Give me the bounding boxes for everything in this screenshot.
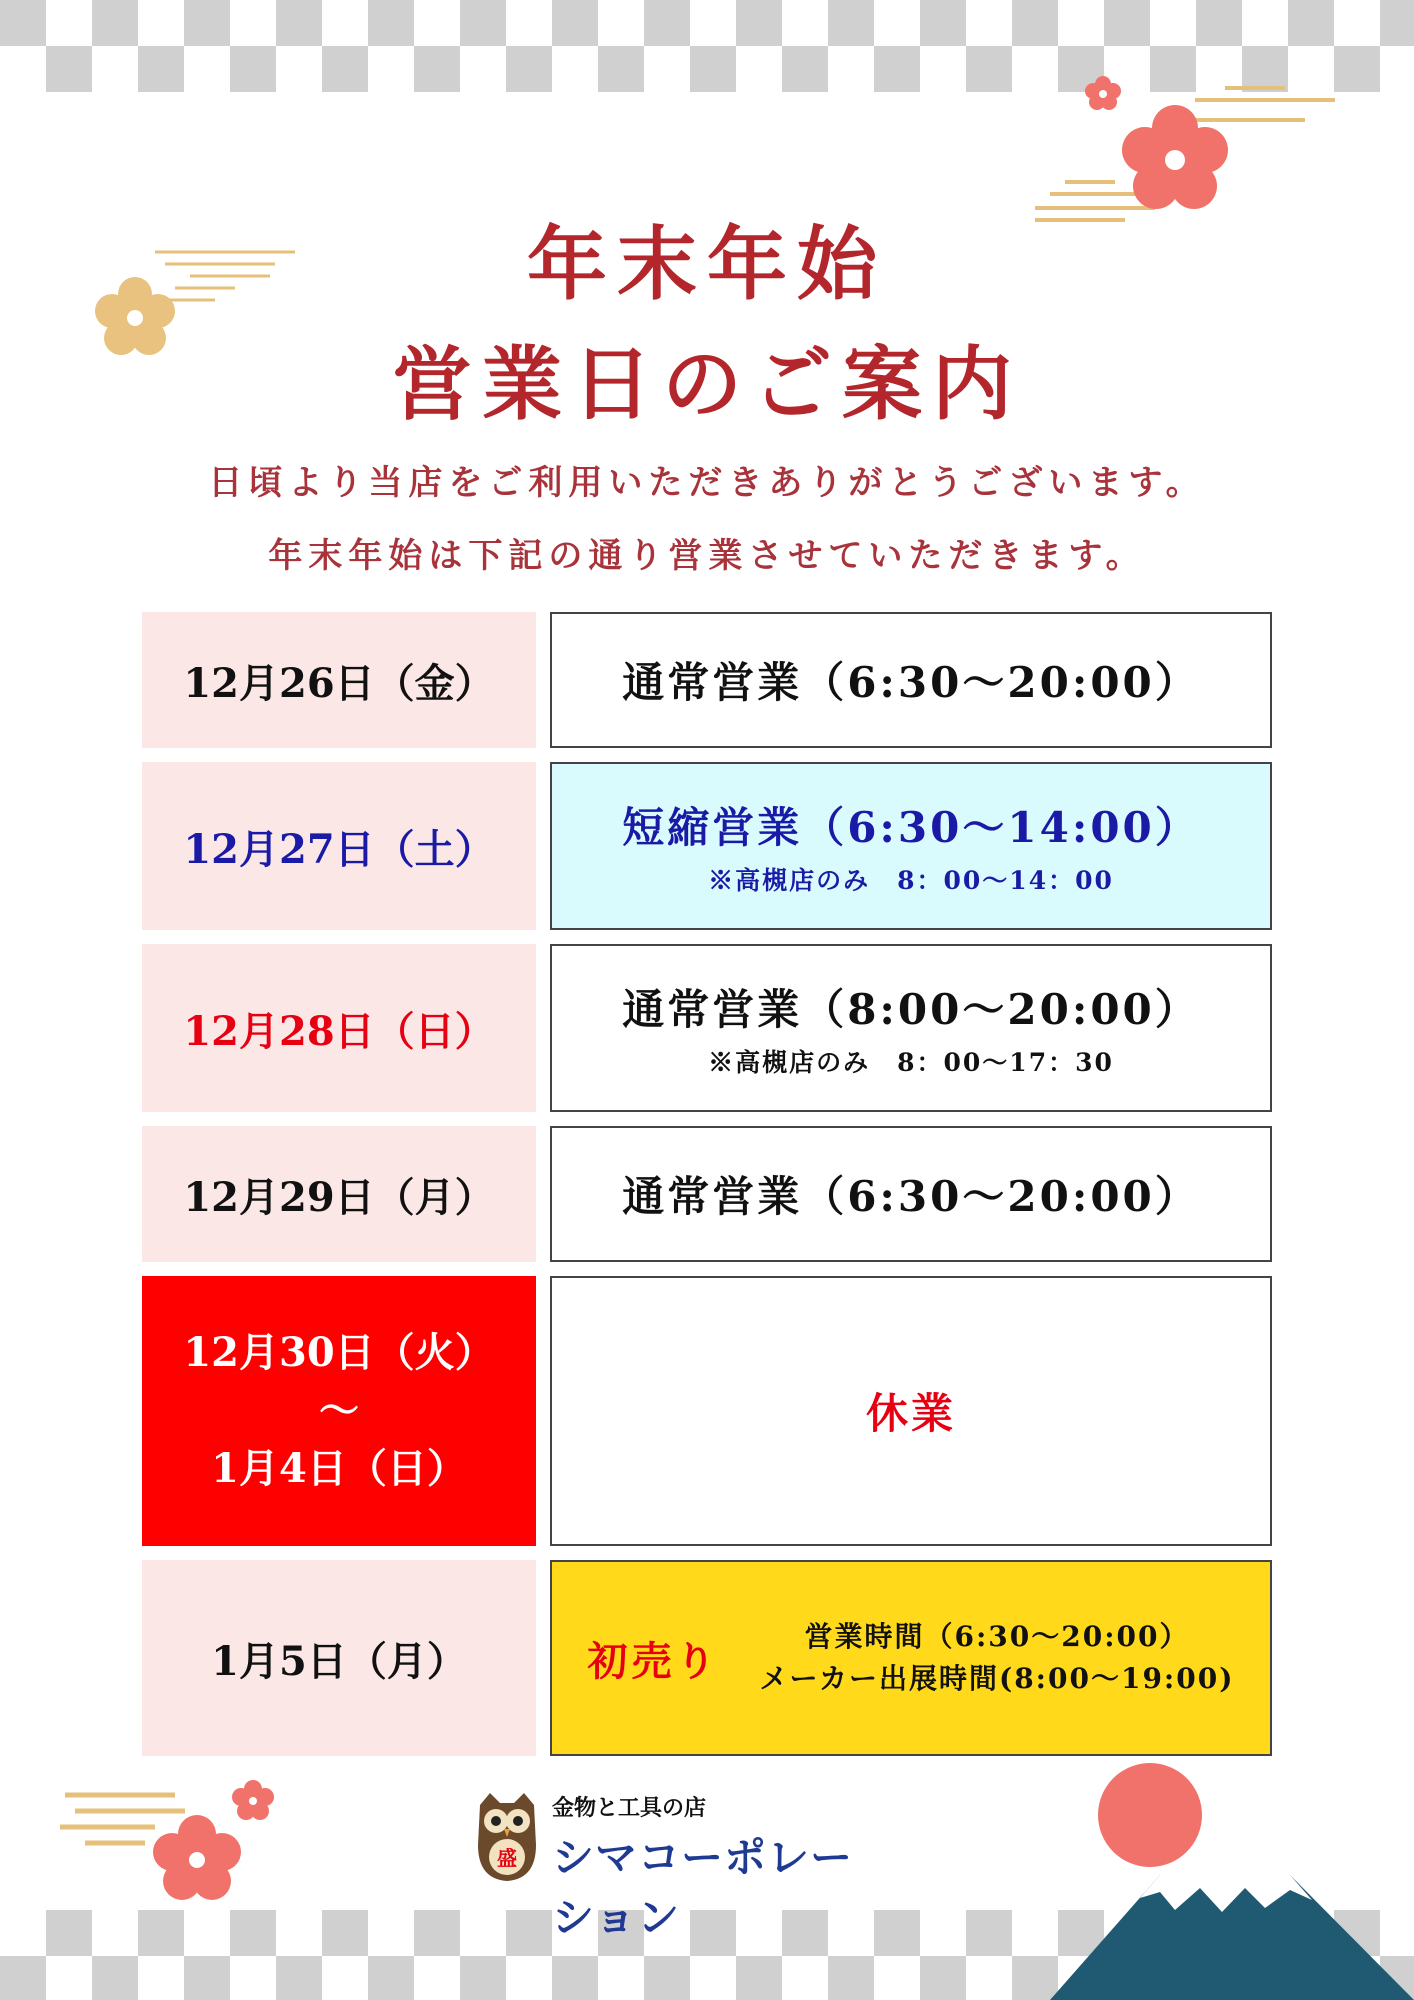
date-cell: 12月29日（月） (142, 1126, 536, 1262)
checker-square (1380, 0, 1414, 46)
checker-square (138, 46, 184, 92)
checker-square (1104, 0, 1150, 46)
checker-square (644, 0, 690, 46)
status-text: 通常営業（8:00〜20:00） (622, 985, 1200, 1034)
plum-blossom-icon (55, 1775, 295, 1915)
status-cell (550, 944, 1272, 1112)
checker-square (552, 1956, 598, 2000)
checker-square (414, 1910, 460, 1956)
checker-square (598, 46, 644, 92)
checker-square (138, 1910, 184, 1956)
checker-square (874, 46, 920, 92)
checker-square (1288, 0, 1334, 46)
intro-line2: 年末年始は下記の通り営業させていただきます。 (268, 536, 1146, 576)
checker-square (322, 1910, 368, 1956)
schedule-row (142, 1276, 1274, 1546)
status-note: ※高槻店のみ 8：00〜17：30 (708, 1048, 1114, 1077)
checker-square (460, 1956, 506, 2000)
checker-square (920, 1956, 966, 2000)
status-cell (550, 1560, 1272, 1756)
checker-square (322, 46, 368, 92)
maker-exhibit-hours: メーカー出展時間(8:00〜19:00) (759, 1662, 1235, 1695)
checker-square (1012, 0, 1058, 46)
owl-mascot-icon (470, 1785, 544, 1885)
checker-square (644, 1956, 690, 2000)
date-cell: 12月26日（金） (142, 612, 536, 748)
schedule-row (142, 944, 1274, 1112)
intro-line1: 日頃より当店をご利用いただきありがとうございます。 (208, 463, 1206, 503)
date-start: 12月30日（火） (183, 1329, 495, 1376)
checker-square (920, 0, 966, 46)
page-title-line1: 年末年始 (527, 217, 887, 311)
schedule-row (142, 762, 1274, 930)
checker-square (46, 1910, 92, 1956)
checker-square (506, 46, 552, 92)
status-cell (550, 1276, 1272, 1546)
checker-square (690, 46, 736, 92)
first-sale-label: 初売り (587, 1637, 720, 1685)
checker-square (184, 1956, 230, 2000)
date-cell: 12月27日（土） (142, 762, 536, 930)
status-text: 通常営業（6:30〜20:00） (622, 1172, 1200, 1221)
checker-square (460, 0, 506, 46)
status-text: 通常営業（6:30〜20:00） (622, 658, 1200, 707)
first-sale-detail (760, 1616, 1235, 1700)
checker-square (368, 0, 414, 46)
checker-square (276, 0, 322, 46)
checker-square (230, 1910, 276, 1956)
checker-square (966, 46, 1012, 92)
checker-square (828, 0, 874, 46)
checker-square (92, 1956, 138, 2000)
checker-square (1196, 0, 1242, 46)
company-logo (470, 1785, 890, 1942)
schedule-row (142, 1126, 1274, 1262)
page-title-line2: 営業日のご案内 (392, 337, 1022, 431)
checker-square (736, 0, 782, 46)
date-cell: 1月5日（月） (142, 1560, 536, 1756)
status-text: 休業 (865, 1389, 956, 1438)
checker-square (506, 1910, 552, 1956)
checker-square (276, 1956, 322, 2000)
checker-square (736, 1956, 782, 2000)
schedule-row (142, 1560, 1274, 1756)
checker-square (0, 0, 46, 46)
schedule-row (142, 612, 1274, 748)
status-note: ※高槻店のみ 8：00〜14：00 (708, 866, 1114, 895)
checker-square (230, 46, 276, 92)
checker-square (46, 46, 92, 92)
checker-square (552, 0, 598, 46)
date-separator: 〜 (319, 1387, 359, 1434)
checker-square (966, 1910, 1012, 1956)
status-cell (550, 612, 1272, 748)
checker-square (184, 0, 230, 46)
date-cell: 12月28日（日） (142, 944, 536, 1112)
status-cell (550, 762, 1272, 930)
date-cell (142, 1276, 536, 1546)
checker-square (828, 1956, 874, 2000)
logo-emblem-char: 盛 (497, 1846, 517, 1870)
status-cell (550, 1126, 1272, 1262)
checker-square (0, 1956, 46, 2000)
checker-square (414, 46, 460, 92)
checker-square (92, 0, 138, 46)
logo-tagline: 金物と工具の店 (552, 1796, 707, 1821)
checker-square (782, 46, 828, 92)
status-text: 短縮営業（6:30〜14:00） (622, 803, 1200, 852)
logo-name: シマコーポレーション (552, 1833, 854, 1942)
checker-square (368, 1956, 414, 2000)
mount-fuji-icon (1050, 1760, 1414, 2000)
date-end: 1月4日（日） (211, 1445, 467, 1492)
business-hours: 営業時間（6:30〜20:00） (804, 1620, 1190, 1653)
